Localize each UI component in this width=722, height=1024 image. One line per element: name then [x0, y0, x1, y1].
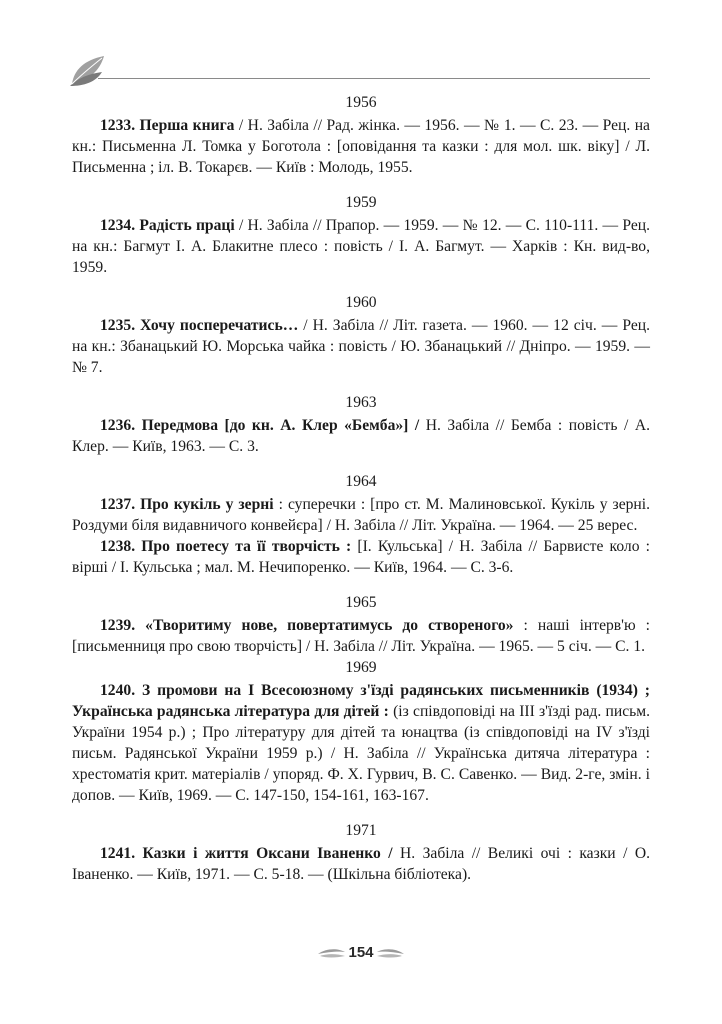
entry-details: Н. Забіла // Великі очі : казки / О. Іваненко. — Київ, 1971. — С. 5-18. — (Шкільна бібліотека). [72, 845, 650, 883]
entry-title: Казки і життя Оксани Іваненко / [142, 845, 393, 862]
entry-details: : суперечки : [про ст. М. Малиновської. Кукіль у зерні. Роздуми біля видавничого конвейєра] / Н. Забіла // Літ. Україна. — 1964. — 25 верес. [72, 496, 650, 534]
year-heading: 1969 [345, 659, 377, 676]
leaf-icon [68, 52, 108, 88]
entry-number: 1235. [100, 317, 136, 334]
entry-number: 1238. [100, 538, 136, 555]
entry-number: 1239. [100, 617, 136, 634]
year-heading: 1963 [345, 394, 377, 411]
bibliography-entry [72, 115, 650, 178]
entry-number: 1237. [100, 496, 136, 513]
entry-details: [І. Кульська] / Н. Забіла // Барвисте коло : вірші / І. Кульська ; мал. М. Нечипоренко. — Київ, 1964. — С. 3-6. [72, 538, 650, 576]
header-rule [98, 78, 650, 79]
entry-number: 1240. [100, 682, 136, 699]
entry-title: Передмова [до кн. А. Клер «Бемба»] / [141, 417, 420, 434]
year-heading: 1964 [345, 473, 377, 490]
entry-details: / Н. Забіла // Рад. жінка. — 1956. — № 1. — С. 23. — Рец. на кн.: Письменна Л. Томка у Боготола : [оповідання та казки : для мол. шк. віку] / Л. Письменна ; іл. В. Токарєв. — Київ : Молодь, 1955. [72, 117, 650, 176]
page-number-badge [316, 944, 405, 961]
entry-number: 1241. [100, 845, 136, 862]
bibliography-entry [72, 215, 650, 278]
bibliography-entry [72, 536, 650, 578]
entry-title: «Творитиму нове, повертатимусь до створеного» [145, 617, 514, 634]
entry-title: Про поетесу та її творчість : [141, 538, 352, 555]
year-heading: 1956 [345, 94, 377, 111]
entry-title: Радість праці [139, 217, 235, 234]
bibliography-entry [72, 415, 650, 457]
entry-title: З промови на І Всесоюзному з'їзді радянських письменників (1934) ; Українська радянська література для дітей : [72, 682, 650, 720]
bibliography-content [72, 92, 650, 885]
entry-details: / Н. Забіла // Прапор. — 1959. — № 12. — С. 110-111. — Рец. на кн.: Багмут І. А. Блакитне плесо : повість / І. А. Багмут. — Харків : Кн. вид-во, 1959. [72, 217, 650, 276]
entry-details: : наші інтерв'ю : [письменниця про свою творчість] / Н. Забіла // Літ. Україна. — 1965. — 5 січ. — С. 1. [72, 617, 650, 655]
bibliography-entry [72, 315, 650, 378]
entry-number: 1236. [100, 417, 136, 434]
year-heading: 1959 [345, 194, 377, 211]
entry-details: (із співдоповіді на ІІІ з'їзді рад. письм. України 1954 р.) ; Про літературу для дітей та юнацтва (із співдоповіді на IV з'їзді письм. Радянської України 1959 р.) / Н. Забіла // Українська дитяча література : хрестоматія крит. матеріалів / упоряд. Ф. Х. Гурвич, В. С. Савенко. — Вид. 2-ге, змін. і допов. — Київ, 1969. — С. 147-150, 154-161, 163-167. [72, 703, 650, 804]
year-heading: 1971 [345, 822, 377, 839]
year-heading: 1960 [345, 294, 377, 311]
entry-title: Хочу посперечатись… [140, 317, 299, 334]
entry-details: Н. Забіла // Бемба : повість / А. Клер. — Київ, 1963. — С. 3. [72, 417, 650, 455]
year-heading: 1965 [345, 594, 377, 611]
page-footer [0, 944, 722, 965]
bibliography-entry [72, 680, 650, 806]
page-number: 154 [348, 944, 374, 961]
swoosh-left-icon [316, 946, 346, 960]
entry-title: Про кукіль у зерні [140, 496, 274, 513]
bibliography-entry [72, 494, 650, 536]
entry-details: / Н. Забіла // Літ. газета. — 1960. — 12 січ. — Рец. на кн.: Збанацький Ю. Морська чайка : повість / Ю. Збанацький // Дніпро. — 1959. — № 7. [72, 317, 650, 376]
bibliography-entry [72, 843, 650, 885]
swoosh-right-icon [376, 946, 406, 960]
entry-number: 1233. [100, 117, 136, 134]
entry-number: 1234. [100, 217, 136, 234]
entry-title: Перша книга [139, 117, 235, 134]
bibliography-entry [72, 615, 650, 657]
